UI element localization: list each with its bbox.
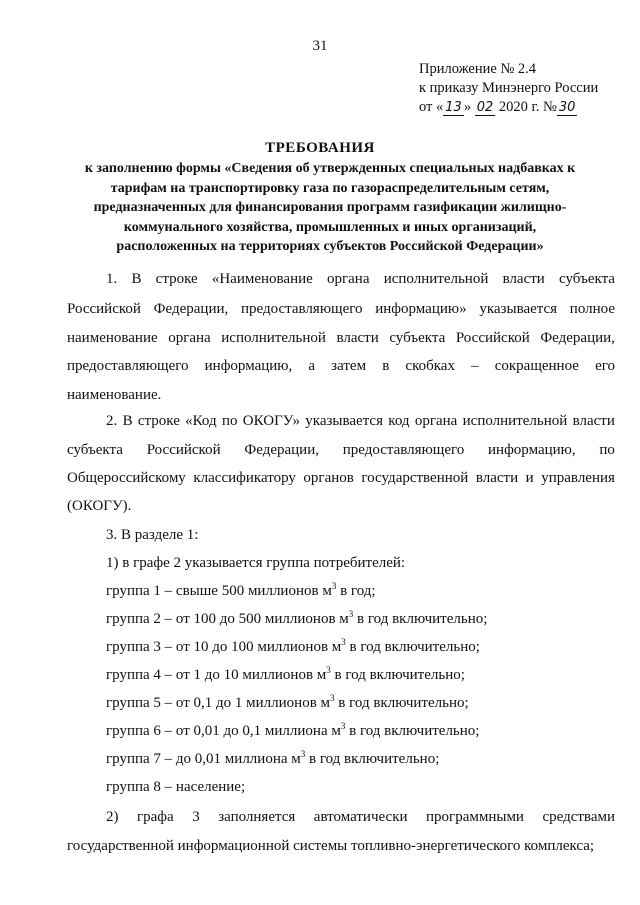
- word: информацию,: [488, 442, 576, 458]
- paragraph-5-line-1: [106, 809, 615, 826]
- word: В: [131, 271, 142, 287]
- paragraph-2-line-1: [106, 413, 615, 430]
- word: программными: [426, 809, 524, 825]
- word: средствами: [542, 809, 615, 825]
- word: графа: [137, 809, 174, 825]
- word: предоставляющего: [241, 301, 363, 317]
- word: 1.: [106, 271, 118, 287]
- date-year: 2020 г. №: [498, 99, 557, 115]
- group-item: группа 6 – от 0,01 до 0,1 миллиона $м^3$ в год включительно;: [106, 721, 480, 739]
- group-item: группа 3 – от 10 до 100 миллионов $м^3$ в год включительно;: [106, 637, 480, 655]
- word: управления: [541, 470, 615, 486]
- word: Общероссийскому: [67, 470, 186, 486]
- paragraph-1-line-1: [106, 271, 615, 288]
- word: исполнительной: [462, 413, 568, 429]
- date-day-handwritten: 13: [445, 100, 462, 115]
- appendix-header: [419, 60, 598, 117]
- date-prefix: от «: [419, 99, 444, 115]
- word: указывается: [305, 413, 383, 429]
- word: исполнительной: [383, 271, 489, 287]
- word: В: [122, 413, 133, 429]
- word: информацию»: [375, 301, 467, 317]
- word: органа: [168, 330, 211, 346]
- word: Федерации,: [244, 442, 319, 458]
- document-subtitle: [70, 159, 590, 257]
- word: органа: [327, 271, 370, 287]
- word: в: [382, 358, 390, 374]
- date-month-handwritten: 02: [476, 100, 494, 115]
- word: субъекта: [67, 442, 123, 458]
- word: 2): [106, 809, 119, 825]
- word: и: [525, 470, 534, 486]
- group-item: группа 4 – от 1 до 10 миллионов $м^3$ в год включительно;: [106, 665, 465, 683]
- word: код: [388, 413, 410, 429]
- paragraph-1-line-5: наименование.: [67, 387, 162, 403]
- subtitle-line: тарифам на транспортировку газа по газораспределительным сетям,: [110, 180, 550, 196]
- word: строке: [155, 271, 198, 287]
- word: субъекта: [389, 330, 446, 346]
- word: заполняется: [218, 809, 296, 825]
- subtitle-line: расположенных на территориях субъектов Российской Федерации»: [116, 239, 544, 254]
- word: исполнительной: [221, 330, 326, 346]
- word: по: [599, 442, 615, 458]
- group-item: группа 5 – от 0,1 до 1 миллионов $м^3$ в год включительно;: [106, 693, 469, 711]
- appendix-date-line: [419, 98, 598, 117]
- word: ОКОГУ»: [242, 413, 300, 429]
- word: власти: [572, 413, 615, 429]
- word: Российской: [67, 301, 141, 317]
- word: его: [595, 358, 615, 374]
- paragraph-2-line-4: (ОКОГУ).: [67, 498, 132, 514]
- page-number: 31: [312, 38, 328, 54]
- word: предоставляющего: [342, 442, 465, 458]
- order-number-handwritten: 30: [558, 100, 576, 115]
- appendix-title: Приложение № 2.4: [419, 61, 537, 77]
- word: наименование: [67, 330, 158, 346]
- paragraph-1-line-4: [67, 358, 615, 375]
- paragraph-2-line-2: [67, 442, 615, 459]
- word: информацию,: [204, 358, 293, 374]
- word: указывается: [479, 301, 558, 317]
- word: Федерации,: [153, 301, 229, 317]
- appendix-order: к приказу Минэнерго России: [419, 80, 599, 96]
- word: предоставляющего: [67, 358, 189, 374]
- group-item: группа 7 – до 0,01 миллиона $м^3$ в год включительно;: [106, 749, 440, 767]
- group-8: группа 8 – население;: [106, 779, 246, 795]
- word: «Наименование: [211, 271, 313, 287]
- subtitle-line: коммунального хозяйства, промышленных и иных организаций,: [123, 219, 537, 235]
- word: по: [221, 413, 238, 429]
- document-title: ТРЕБОВАНИЯ: [265, 140, 375, 156]
- word: затем: [331, 358, 367, 374]
- subtitle-line: предназначенных для финансирования программ газификации жилищно-: [93, 200, 567, 215]
- paragraph-3: 3. В разделе 1:: [106, 527, 199, 543]
- word: классификатору: [193, 470, 296, 486]
- paragraph-2-line-3: [67, 470, 615, 487]
- word: 2.: [106, 413, 118, 429]
- word: государственной: [361, 470, 469, 486]
- paragraph-1-line-3: [67, 330, 615, 347]
- word: полное: [569, 301, 615, 317]
- word: строке: [137, 413, 180, 429]
- date-mid: »: [463, 99, 472, 115]
- word: субъекта: [559, 271, 615, 287]
- group-item: группа 2 – от 100 до 500 миллионов $м^3$ в год включительно;: [106, 609, 488, 627]
- word: «Код: [185, 413, 217, 429]
- subtitle-line: к заполнению формы «Сведения об утвержденных специальных надбавках к: [84, 161, 576, 176]
- paragraph-4: 1) в графе 2 указывается группа потребителей:: [106, 555, 406, 571]
- word: Российской: [146, 442, 221, 458]
- word: Российской: [455, 330, 530, 346]
- word: сокращенное: [494, 358, 579, 374]
- word: органа: [414, 413, 458, 429]
- word: власти: [502, 271, 545, 287]
- group-item: группа 1 – свыше 500 миллионов $м^3$ в год;: [106, 581, 376, 599]
- word: власти: [475, 470, 519, 486]
- word: скобках: [405, 358, 455, 374]
- paragraph-5-line-2: государственной информационной системы топливно-энергетического комплекса;: [67, 838, 595, 854]
- word: 3: [192, 809, 200, 825]
- word: органов: [303, 470, 354, 486]
- word: автоматически: [313, 809, 408, 825]
- word: а: [308, 358, 316, 374]
- word: –: [471, 358, 479, 374]
- paragraph-1-line-2: [67, 301, 615, 318]
- word: власти: [336, 330, 379, 346]
- word: Федерации,: [540, 330, 615, 346]
